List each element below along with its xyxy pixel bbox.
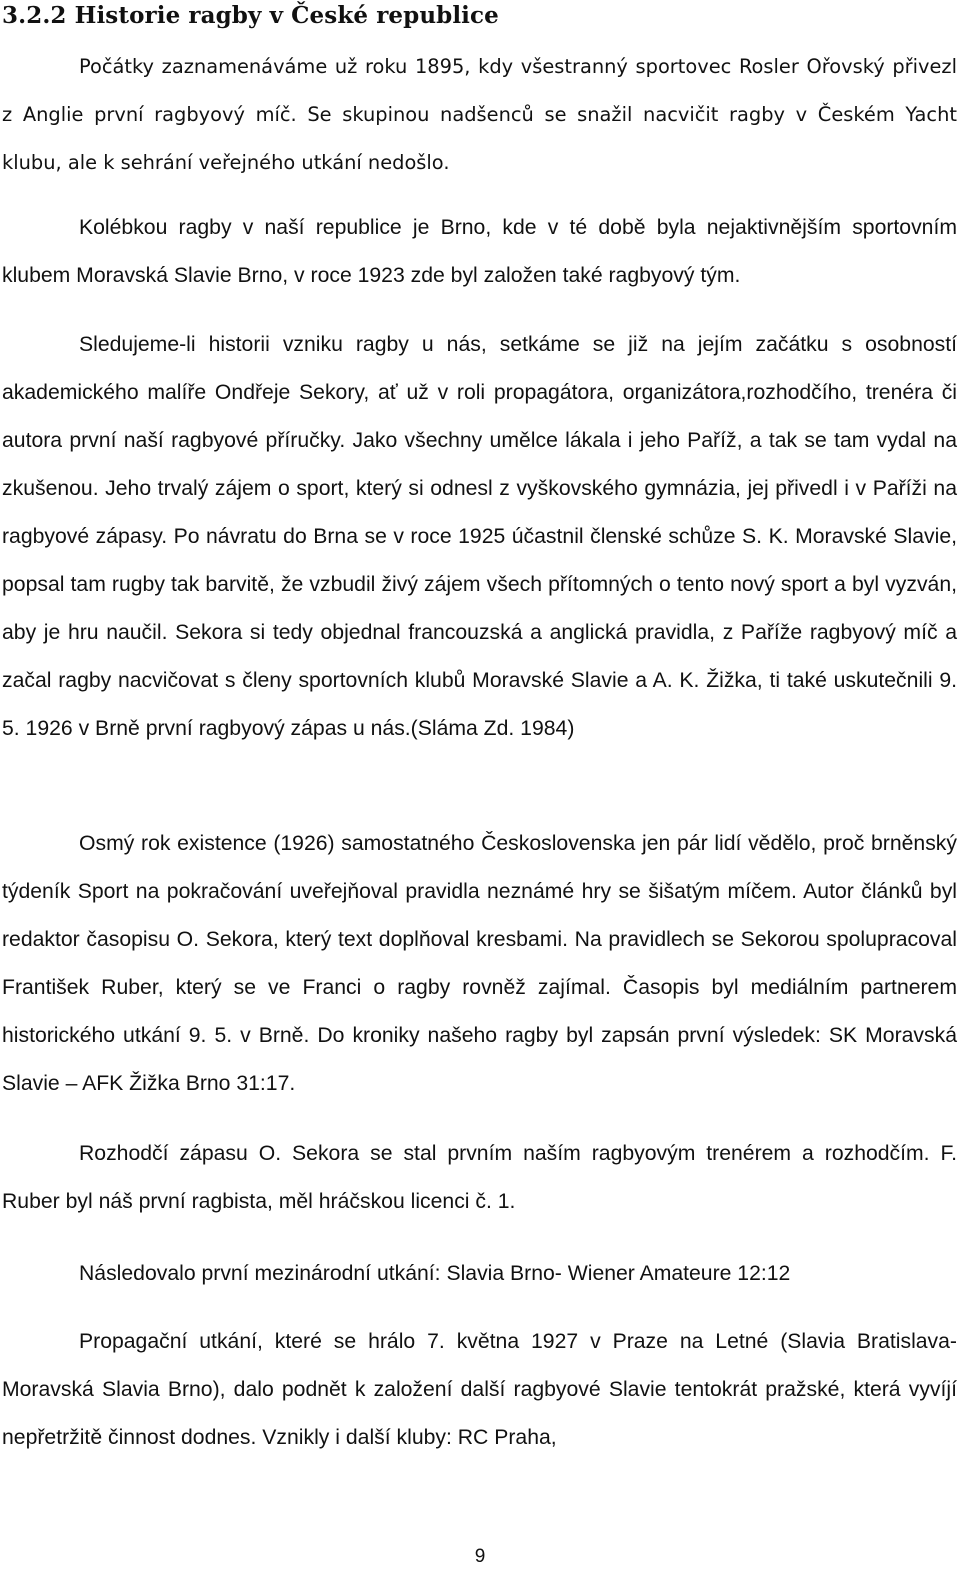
section-heading: 3.2.2 Historie ragby v České republice <box>2 2 499 29</box>
paragraph-origins: Počátky zaznamenáváme už roku 1895, kdy všestranný sportovec Rosler Ořovský přivezl z Anglie první ragbyový míč. Se skupinou nadšenců se snažil nacvičit ragby v Českém Yacht klubu, ale k sehrání veřejného utkání nedošlo. <box>2 55 957 174</box>
paragraph-sekora: Sledujeme-li historii vzniku ragby u nás, setkáme se již na jejím začátku s osobností akademického malíře Ondřeje Sekory, ať už v roli propagátora, organizátora,rozhodčího, trenéra či autora první naší ragbyové příručky. Jako všechny umělce lákala i jeho Paříž, a tak se tam vydal na zkušenou. Jeho trvalý zájem o sport, který si odnesl z vyškovského gymnázia, jej přivedl i v Paříži na ragbyové zápasy. Po návratu do Brna se v roce 1925 účastnil členské schůze S. K. Moravské Slavie, popsal tam rugby tak barvitě, že vzbudil živý zájem všech přítomných o tento nový sport a byl vyzván, aby je hru naučil. Sekora si tedy objednal francouzská a anglická pravidla, z Paříže ragbyový míč a začal ragby nacvičovat s členy sportovních klubů Moravské Slavie a A. K. Žižka, ti také uskutečnili 9. 5. 1926 v Brně první ragbyový zápas u nás.(Sláma Zd. 1984) <box>2 333 957 740</box>
paragraph-first-referee: Rozhodčí zápasu O. Sekora se stal prvním naším ragbyovým trenérem a rozhodčím. F. Ruber byl náš první ragbista, měl hráčskou licenci č. 1. <box>2 1142 957 1213</box>
paragraph-brno-cradle: Kolébkou ragby v naší republice je Brno, kde v té době byla nejaktivnějším sportovním klubem Moravská Slavie Brno, v roce 1923 zde byl založen také ragbyový tým. <box>2 216 957 287</box>
paragraph-first-international: Následovalo první mezinárodní utkání: Slavia Brno- Wiener Amateure 12:12 <box>79 1262 791 1285</box>
page-number: 9 <box>474 1546 486 1567</box>
paragraph-sport-weekly: Osmý rok existence (1926) samostatného Československa jen pár lidí vědělo, proč brněnský týdeník Sport na pokračování uveřejňoval pravidla neznámé hry se šišatým míčem. Autor článků byl redaktor časopisu O. Sekora, který text doplňoval kresbami. Na pravidlech se Sekorou spolupracoval František Ruber, který se ve Franci o ragby rovněž zajímal. Časopis byl mediálním partnerem historického utkání 9. 5. v Brně. Do kroniky našeho ragby byl zapsán první výsledek: SK Moravská Slavie – AFK Žižka Brno 31:17. <box>2 832 957 1095</box>
paragraph-prague-match: Propagační utkání, které se hrálo 7. května 1927 v Praze na Letné (Slavia Bratislava-Moravská Slavia Brno), dalo podnět k založení další ragbyové Slavie tentokrát pražské, která vyvíjí nepřetržitě činnost dodnes. Vznikly i další kluby: RC Praha, <box>2 1330 957 1449</box>
